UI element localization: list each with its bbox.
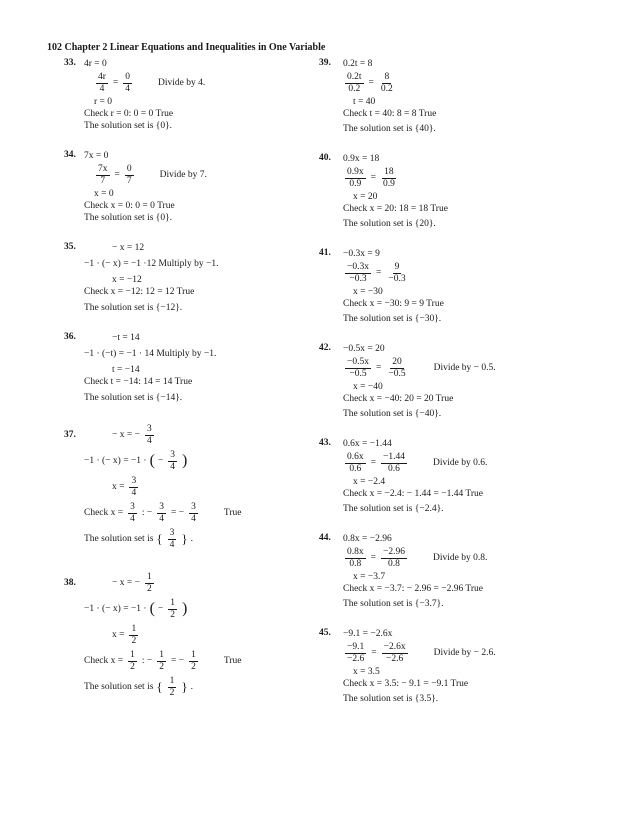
problem-44: 44. 0.8x = −2.96 $\frac{0.8x}{0.8}$ = $\frac{-2.96}{0.8}$ Divide by 0.8. x = −3.7 Check x = −3.7: − 2.96 = −2.96 True The solution set is {−3.7}. xyxy=(319,533,488,609)
problem-38: 38. − x = − $\frac{1}{2}$ −1 · (− x) = −1 · ( − $\frac{1}{2}$ ) x = $\frac{1}{2}$ Check x = $\frac{1}{2}$ : − $\frac{1}{2}$ = − $\frac{1}{2}$ True The solution set is { $\frac{1}{2}$ } . xyxy=(64,571,242,698)
problem-42: 42. −0.5x = 20 $\frac{-0.5x}{-0.5}$ = $\frac{20}{-0.5}$ Divide by − 0.5. x = −40 Check x = −40: 20 = 20 True The solution set is {−40}. xyxy=(319,343,496,419)
problem-37: 37. − x = − $\frac{3}{4}$ −1 · (− x) = −1 · ( − $\frac{3}{4}$ ) x = $\frac{3}{4}$ Check x = $\frac{3}{4}$ : − $\frac{3}{4}$ = − $\frac{3}{4}$ True The solution set is { $\frac{3}{4}$ } . xyxy=(64,423,242,550)
problem-36: 36. −t = 14 −1 · (−t) = −1 · 14 Multiply by −1. t = −14 Check t = −14: 14 = 14 True The solution set is {−14}. xyxy=(64,332,217,403)
page-header: 102 Chapter 2 Linear Equations and Inequalities in One Variable xyxy=(47,42,326,53)
problem-45: 45. −9.1 = −2.6x $\frac{-9.1}{-2.6}$ = $\frac{-2.6x}{-2.6}$ Divide by − 2.6. x = 3.5 Check x = 3.5: − 9.1 = −9.1 True The solution set is {3.5}. xyxy=(319,628,496,704)
right-column xyxy=(319,58,603,723)
problem-43: 43. 0.6x = −1.44 $\frac{0.6x}{0.6}$ = $\frac{-1.44}{0.6}$ Divide by 0.6. x = −2.4 Check x = −2.4: − 1.44 = −1.44 True The solution set is {−2.4}. xyxy=(319,438,488,514)
problem-40: 40. 0.9x = 18 $\frac{0.9x}{0.9}$ = $\frac{18}{0.9}$ x = 20 Check x = 20: 18 = 18 True The solution set is {20}. xyxy=(319,153,448,229)
problem-39: 39. 0.2t = 8 $\frac{0.2t}{0.2}$ = $\frac{8}{0.2}$ t = 40 Check t = 40: 8 = 8 True The solution set is {40}. xyxy=(319,58,437,134)
problem-34: 34. 7x = 0 $\frac{7x}{7}$ = $\frac{0}{7}$ Divide by 7. x = 0 Check x = 0: 0 = 0 True The solution set is {0}. xyxy=(64,150,207,223)
problem-41: 41. −0.3x = 9 $\frac{-0.3x}{-0.3}$ = $\frac{9}{-0.3}$ x = −30 Check x = −30: 9 = 9 True The solution set is {−30}. xyxy=(319,248,444,324)
left-column xyxy=(64,58,324,718)
problem-33: 33. 4r = 0 $\frac{4r}{4}$ = $\frac{0}{4}$ Divide by 4. r = 0 Check r = 0: 0 = 0 True The solution set is {0}. xyxy=(64,58,206,131)
problem-35: 35. − x = 12 −1 · (− x) = −1 ·12 Multiply by −1. x = −12 Check x = −12: 12 = 12 True The solution set is {−12}. xyxy=(64,242,219,313)
